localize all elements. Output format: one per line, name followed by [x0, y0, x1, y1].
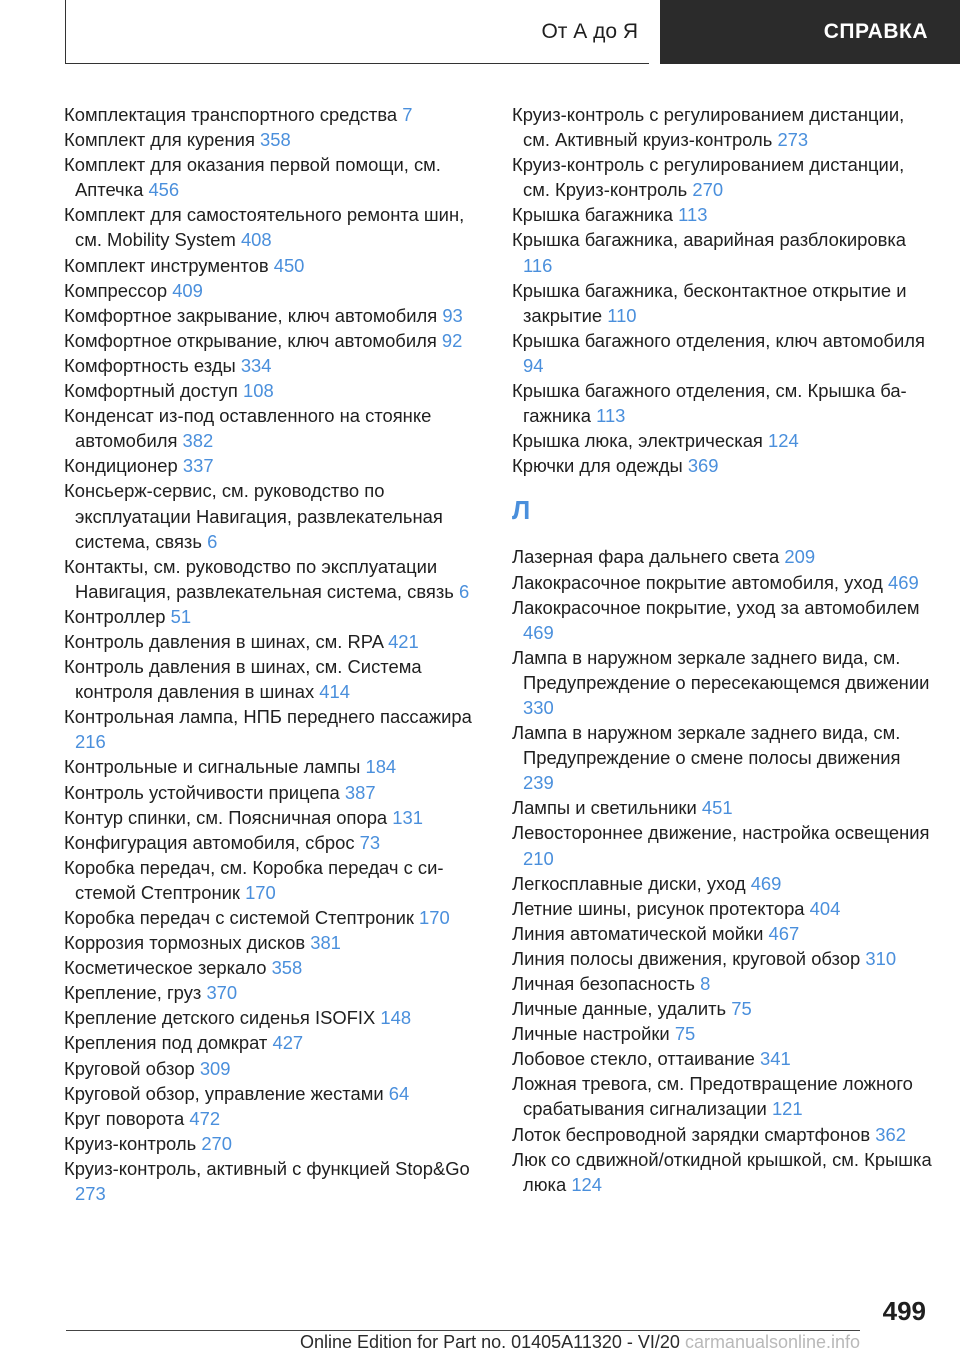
entry-text: Контрольные и сигнальные лампы — [64, 756, 361, 778]
index-entry — [64, 152, 484, 202]
index-entry — [64, 604, 484, 629]
entry-text: Лоток беспроводной зарядки смартфонов — [512, 1123, 871, 1145]
page-link[interactable]: 51 — [170, 605, 192, 627]
index-entry — [64, 955, 484, 980]
page-link[interactable]: 184 — [365, 756, 397, 778]
page-link[interactable]: 148 — [380, 1007, 412, 1029]
chapter-tab[interactable]: СПРАВКА — [660, 0, 960, 64]
index-entry — [512, 946, 932, 971]
page-link[interactable]: 170 — [245, 881, 276, 903]
index-entry — [512, 871, 932, 896]
page-link[interactable]: 427 — [272, 1032, 304, 1054]
index-entry — [512, 453, 932, 478]
page-link[interactable]: 124 — [768, 430, 799, 452]
entry-text: Крышка багажного отделения, ключ автомобиля — [512, 329, 925, 351]
page-link[interactable]: 131 — [392, 806, 423, 828]
page-link[interactable]: 469 — [888, 571, 919, 593]
index-entry — [64, 629, 484, 654]
entry-text: Линия полосы движения, круговой обзор — [512, 947, 861, 969]
entry-text: Комплект для оказания первой помощи, см. Аптечка — [64, 154, 441, 201]
entry-text: Лампа в наружном зеркале заднего вида, см. Предупреждение о смене полосы движения — [512, 722, 901, 769]
page-link[interactable]: 73 — [359, 831, 381, 853]
entry-text: Левостороннее движение, настройка освещения — [512, 822, 930, 844]
page-link[interactable]: 210 — [523, 847, 554, 869]
index-entry — [64, 1081, 484, 1106]
index-entry — [512, 152, 932, 202]
page-link[interactable]: 113 — [678, 204, 708, 226]
index-entry — [512, 1122, 932, 1147]
index-entry — [512, 921, 932, 946]
index-entry — [64, 1005, 484, 1030]
entry-text: Круиз-контроль — [64, 1132, 197, 1154]
entry-text: Круиз-контроль, активный с функцией Stop&Go — [64, 1157, 470, 1179]
entry-text: Круиз-контроль с регулированием дистанции, см. Активный круиз-контроль — [512, 104, 905, 151]
index-entry — [64, 754, 484, 779]
page-link[interactable]: 469 — [523, 621, 554, 643]
page-link[interactable]: 382 — [182, 430, 214, 452]
entry-text: Круговой обзор, управление жестами — [64, 1082, 384, 1104]
page-link[interactable]: 404 — [809, 897, 841, 919]
page-link[interactable]: 381 — [310, 932, 341, 954]
page-link[interactable]: 408 — [240, 229, 272, 251]
entry-text: Комплект для самостоятельного ремонта шин, см. Mobility System — [64, 204, 465, 251]
page-link[interactable]: 216 — [75, 731, 106, 753]
entry-text: Крышка багажного отделения, см. Крышка багажника — [512, 380, 907, 427]
entry-text: Комплектация транспортного средства — [64, 104, 398, 125]
entry-text: Крепление детского сиденья ISOFIX — [64, 1007, 376, 1029]
entry-text: Круг поворота — [64, 1107, 185, 1129]
index-entry — [64, 704, 484, 754]
entry-text: Легкосплавные диски, уход — [512, 872, 746, 894]
page-link[interactable]: 92 — [441, 329, 463, 351]
index-entry — [512, 570, 932, 595]
index-column-right — [512, 102, 932, 1197]
page-link[interactable]: 239 — [523, 772, 554, 794]
entry-text: Крышка люка, электрическая — [512, 430, 763, 452]
entry-text: Крышка багажника, аварийная разблокировка — [512, 229, 907, 251]
page-link[interactable]: 337 — [182, 455, 214, 477]
header-divider-horizontal — [65, 63, 649, 64]
entry-text: Круговой обзор — [64, 1057, 195, 1079]
index-group-k — [512, 102, 932, 478]
index-entry — [64, 1106, 484, 1131]
entry-text: Контроль давления в шинах, см. Система контроля давления в шинах — [64, 656, 422, 703]
index-entry — [64, 353, 484, 378]
index-entry — [64, 453, 484, 478]
index-group-l — [512, 544, 932, 1196]
page-link[interactable]: 334 — [240, 354, 272, 376]
footer — [300, 1332, 940, 1353]
page-link[interactable]: 93 — [442, 304, 463, 326]
index-entry — [64, 303, 484, 328]
index-entry — [64, 855, 484, 905]
index-entry — [512, 428, 932, 453]
index-entry — [64, 830, 484, 855]
index-entry — [512, 278, 932, 328]
page-link[interactable]: 113 — [596, 405, 626, 427]
entry-text: Крышка багажника, бесконтактное открытие и закрытие — [512, 279, 907, 326]
page-link[interactable]: 414 — [319, 681, 350, 703]
entry-text: Контроль устойчивости прицепа — [64, 781, 340, 803]
entry-text: Косметическое зеркало — [64, 957, 267, 979]
page-link[interactable]: 362 — [875, 1123, 906, 1145]
index-entry — [512, 544, 932, 569]
section-letter: Л — [512, 495, 531, 526]
page-link[interactable]: 472 — [189, 1107, 221, 1129]
index-entry — [512, 1046, 932, 1071]
entry-text: Комфортный доступ — [64, 380, 238, 402]
entry-text: Лобовое стекло, оттаивание — [512, 1048, 755, 1070]
page-link[interactable]: 370 — [206, 982, 238, 1004]
index-entry — [64, 102, 484, 127]
page-link[interactable]: 450 — [273, 254, 305, 276]
entry-text: Кондиционер — [64, 455, 178, 477]
entry-text: Лазерная фара дальнего света — [512, 546, 780, 568]
index-entry — [512, 1071, 932, 1121]
entry-text: Крепления под домкрат — [64, 1032, 268, 1054]
entry-text: Контрольная лампа, НПБ переднего пассажира — [64, 706, 472, 728]
index-entry — [64, 980, 484, 1005]
entry-text: Лампа в наружном зеркале заднего вида, см. Предупреждение о пересекающемся движении — [512, 646, 930, 693]
page-link[interactable]: 116 — [523, 254, 553, 276]
page-link[interactable]: 369 — [687, 455, 719, 477]
page-link[interactable]: 6 — [207, 530, 218, 552]
entry-text: Личные данные, удалить — [512, 998, 727, 1020]
index-entry — [512, 227, 932, 277]
page-link[interactable]: 94 — [523, 354, 544, 376]
page-link[interactable]: 6 — [458, 580, 470, 602]
entry-text: Коробка передач с системой Стептроник — [64, 907, 414, 928]
page-link[interactable]: 64 — [388, 1082, 410, 1104]
page-link[interactable]: 409 — [172, 279, 203, 301]
page-link[interactable]: 124 — [571, 1173, 603, 1195]
entry-text: Консьерж-сервис, см. руководство по эксплуатации Навигация, развлекательная система, связь — [64, 480, 443, 552]
index-entry — [512, 795, 932, 820]
entry-text: Лакокрасочное покрытие, уход за автомобилем — [512, 596, 920, 618]
page-link[interactable]: 110 — [607, 304, 637, 326]
page-link[interactable]: 270 — [201, 1132, 232, 1154]
index-entry — [64, 1156, 484, 1206]
entry-text: Контур спинки, см. Поясничная опора — [64, 806, 388, 828]
entry-text: Летние шины, рисунок протектора — [512, 897, 805, 919]
page-number: 499 — [882, 1296, 926, 1326]
entry-text: Компрессор — [64, 279, 168, 301]
entry-text: Линия автоматической мойки — [512, 922, 764, 944]
index-entry — [512, 720, 932, 795]
page-link[interactable]: 456 — [148, 179, 180, 201]
entry-text: Коробка передач, см. Коробка передач с системой Стептроник — [64, 856, 444, 903]
entry-text: Комплект для курения — [64, 129, 255, 151]
page-link[interactable]: 270 — [692, 179, 724, 201]
entry-text: Лакокрасочное покрытие автомобиля, уход — [512, 571, 883, 593]
page-link[interactable]: 469 — [750, 872, 782, 894]
index-entry — [64, 905, 484, 930]
index-entry — [64, 378, 484, 403]
page-link[interactable]: 387 — [344, 781, 376, 803]
index-entry — [64, 654, 484, 704]
entry-text: Комфортное закрывание, ключ автомобиля — [64, 304, 438, 326]
index-entry — [512, 595, 932, 645]
page-link[interactable]: 451 — [701, 797, 733, 819]
entry-text: Конфигурация автомобиля, сброс — [64, 831, 355, 853]
index-entry — [512, 102, 932, 152]
page-link[interactable]: 7 — [402, 104, 413, 125]
entry-text: Личная безопасность — [512, 973, 695, 994]
index-entry — [64, 554, 484, 604]
index-entry — [512, 820, 932, 870]
footer-edition: Online Edition for Part no. 01405A11320 - VI/20 — [300, 1332, 680, 1352]
footer-divider — [66, 1330, 860, 1331]
entry-text: Контакты, см. руководство по эксплуатации Навигация, развлекательная система, связь — [64, 555, 454, 602]
entry-text: Контроллер — [64, 605, 166, 627]
page-link[interactable]: 8 — [700, 973, 711, 994]
entry-text: Крепление, груз — [64, 982, 202, 1004]
index-entry — [64, 278, 484, 303]
index-entry — [64, 1131, 484, 1156]
index-entry — [512, 645, 932, 720]
page-link[interactable]: 330 — [523, 696, 554, 718]
page-link[interactable]: 358 — [260, 129, 291, 151]
entry-text: Комфортное открывание, ключ автомобиля — [64, 329, 437, 351]
page-link[interactable]: 75 — [731, 998, 752, 1020]
page-link[interactable]: 209 — [784, 546, 816, 568]
entry-text: Лампы и светильники — [512, 797, 697, 819]
page-link[interactable]: 108 — [243, 380, 274, 402]
page-link[interactable]: 421 — [388, 630, 419, 652]
index-entry — [512, 202, 932, 227]
index-entry — [512, 1021, 932, 1046]
entry-text: Комфортность езды — [64, 354, 236, 376]
index-entry — [64, 202, 484, 252]
index-entry — [64, 253, 484, 278]
page-link[interactable]: 310 — [865, 947, 897, 969]
entry-text: Контроль давления в шинах, см. RPA — [64, 630, 383, 652]
index-entry — [512, 896, 932, 921]
index-entry — [64, 930, 484, 955]
index-entry — [512, 971, 932, 996]
page-link[interactable]: 467 — [768, 922, 800, 944]
index-entry — [512, 378, 932, 428]
page-link[interactable]: 273 — [777, 129, 809, 151]
entry-text: Конденсат из-под оставленного на стоянке автомобиля — [64, 405, 432, 452]
entry-text: Крышка багажника — [512, 204, 673, 226]
index-entry — [64, 127, 484, 152]
watermark: carmanualsonline.info — [684, 1332, 861, 1352]
page-link[interactable]: 75 — [674, 1023, 696, 1045]
page-link[interactable]: 121 — [771, 1098, 803, 1120]
index-entry — [64, 805, 484, 830]
entry-text: Круиз-контроль с регулированием дистанции, см. Круиз-контроль — [512, 154, 905, 201]
page-link[interactable]: 341 — [760, 1048, 791, 1070]
index-entry — [64, 780, 484, 805]
index-entry — [64, 1056, 484, 1081]
page-link[interactable]: 273 — [75, 1183, 106, 1205]
index-entry — [512, 328, 932, 378]
entry-text: Комплект инструментов — [64, 254, 269, 276]
index-entry — [64, 403, 484, 453]
page-link[interactable]: 309 — [199, 1057, 231, 1079]
index-column-left — [64, 102, 484, 1206]
index-entry — [512, 996, 932, 1021]
index-entry — [64, 328, 484, 353]
entry-text: Люк со сдвижной/откидной крышкой, см. Крышка люка — [512, 1148, 932, 1195]
entry-text: Личные настройки — [512, 1023, 670, 1045]
entry-text: Коррозия тормозных дисков — [64, 932, 306, 954]
page-link[interactable]: 170 — [419, 907, 450, 928]
page-link[interactable]: 358 — [271, 957, 303, 979]
index-entry — [512, 1147, 932, 1197]
index-entry — [64, 478, 484, 553]
entry-text: Ложная тревога, см. Предотвращение ложного срабатывания сигнализации — [512, 1073, 913, 1120]
entry-text: Крючки для одежды — [512, 455, 683, 477]
section-title: От А до Я — [541, 19, 638, 43]
index-entry — [64, 1030, 484, 1055]
